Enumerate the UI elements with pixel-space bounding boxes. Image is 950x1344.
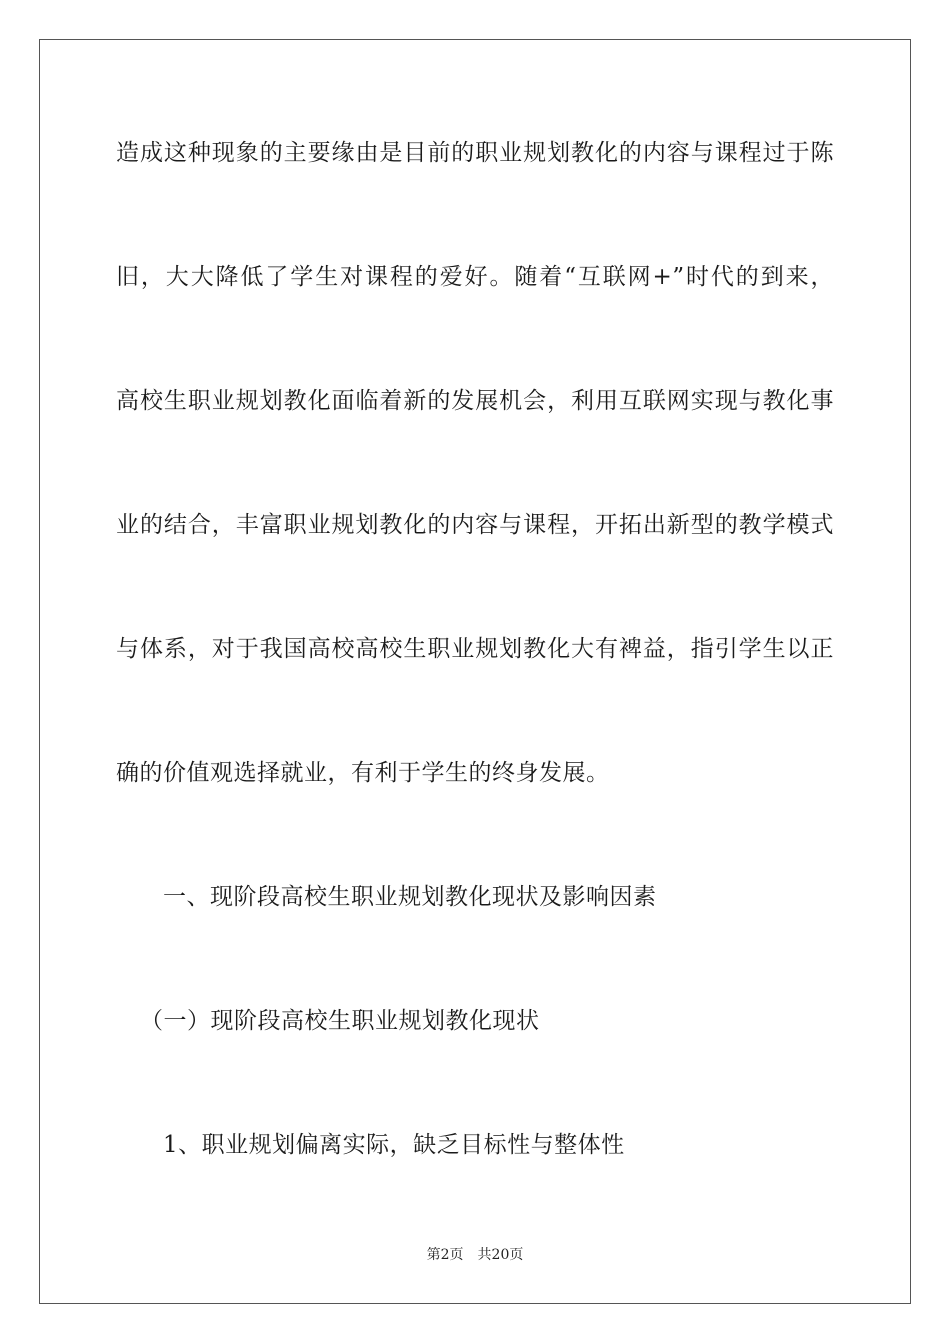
item-heading: 1、职业规划偏离实际，缺乏目标性与整体性: [163, 1132, 625, 1158]
page-border: [39, 39, 911, 1304]
paragraph-line: 高校生职业规划教化面临着新的发展机会，利用互联网实现与教化事: [116, 388, 834, 414]
page-footer: [0, 1246, 950, 1264]
paragraph-line: 旧，大大降低了学生对课程的爱好。随着“互联网+”时代的到来，: [116, 264, 834, 290]
page-number: 第2页: [426, 1247, 464, 1263]
paragraph-line: 业的结合，丰富职业规划教化的内容与课程，开拓出新型的教学模式: [116, 512, 834, 538]
section-heading: 一、现阶段高校生职业规划教化现状及影响因素: [163, 884, 657, 910]
paragraph-line: 确的价值观选择就业，有利于学生的终身发展。: [116, 760, 610, 786]
paragraph-line: 与体系，对于我国高校高校生职业规划教化大有裨益，指引学生以正: [116, 636, 834, 662]
page-total: 共20页: [477, 1247, 524, 1263]
subsection-heading: （一）现阶段高校生职业规划教化现状: [140, 1008, 540, 1034]
paragraph-line: 造成这种现象的主要缘由是目前的职业规划教化的内容与课程过于陈: [116, 140, 834, 166]
